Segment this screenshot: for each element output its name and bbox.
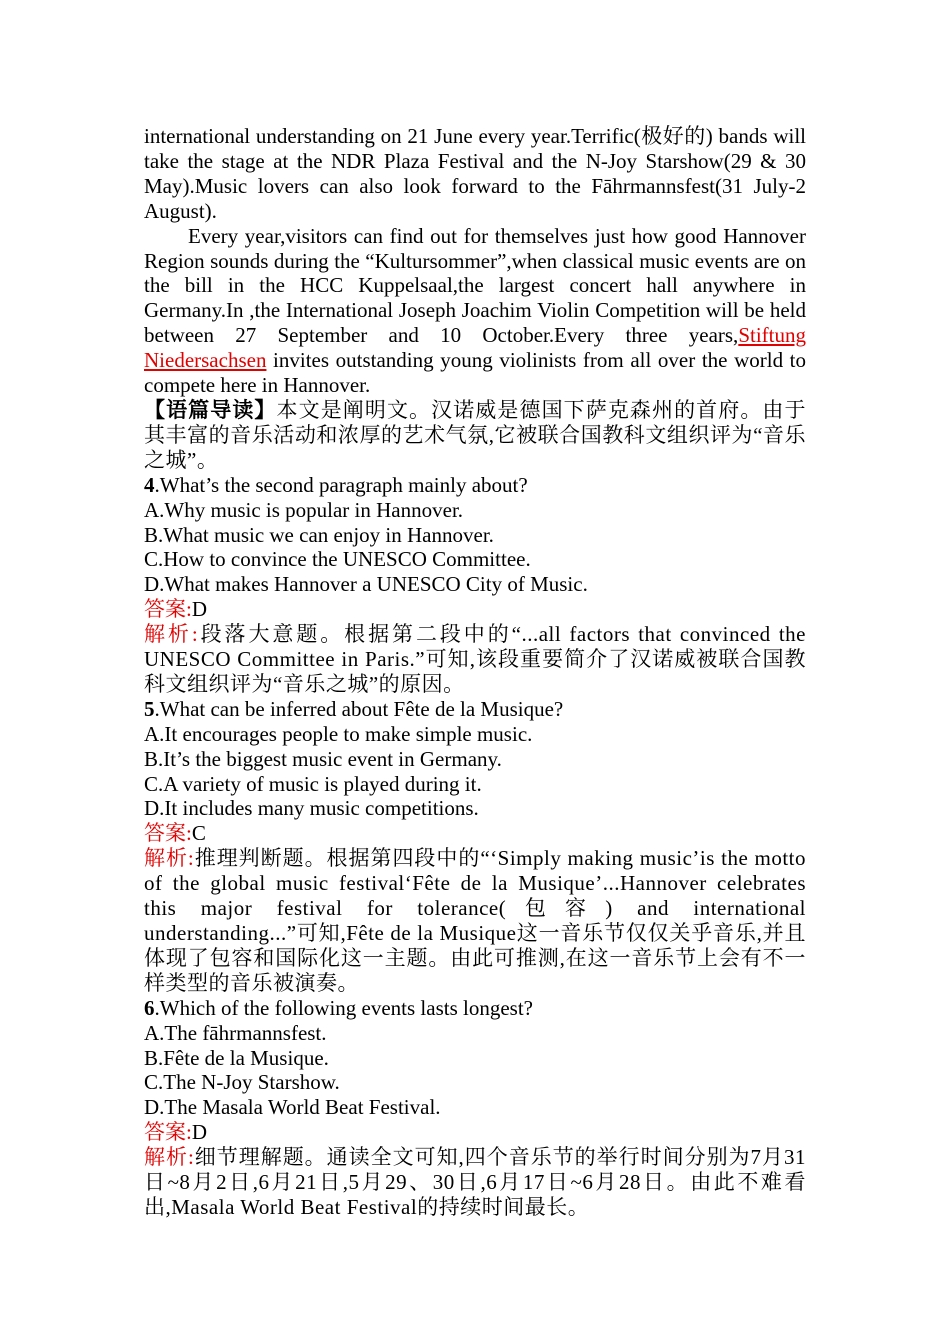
analysis-text: 细节理解题。通读全文可知,四个音乐节的举行时间分别为7月31日~8月2日,6月21日,5月29、30日,6月17日~6月28日。由此不难看出,Masala World Beat Festival的持续时间最长。 xyxy=(144,1145,806,1219)
reading-guide xyxy=(144,398,806,473)
answer-value: C xyxy=(191,821,206,846)
question-stem xyxy=(144,996,806,1021)
question-block xyxy=(144,697,806,996)
question-block xyxy=(144,996,806,1220)
analysis-label: 解析: xyxy=(144,846,195,871)
answer-label: 答案: xyxy=(144,597,192,622)
analysis-label: 解析: xyxy=(144,622,199,647)
question-number: 6 xyxy=(144,995,155,1020)
question-block xyxy=(144,473,806,697)
question-number: 4 xyxy=(144,472,155,497)
analysis-text: 段落大意题。根据第二段中的“...all factors that convinced the UNESCO Committee in Paris.”可知,该段重要简介了汉诺威被联合国教科文组织评为“音乐之城”的原因。 xyxy=(144,622,806,696)
paragraph-2-text-before: Every year,visitors can find out for themselves just how good Hannover Region sounds during the “Kultursommer”,when classical music events are on the bill in the HCC Kuppelsaal,the largest concert hall anywhere in Germany.In ,the International Joseph Joachim Violin Competition will be held between 27 September and 10 October.Every three years, xyxy=(144,223,806,348)
analysis-label: 解析: xyxy=(144,1145,195,1170)
question-text: .Which of the following events lasts longest? xyxy=(154,995,534,1020)
option-c: C.How to convince the UNESCO Committee. xyxy=(144,547,531,572)
option-c: C.A variety of music is played during it. xyxy=(144,771,482,796)
question-stem xyxy=(144,473,806,498)
stiftung-niedersachsen-link[interactable]: Stiftung Niedersachsen xyxy=(144,323,806,373)
option-a: A.It encourages people to make simple music. xyxy=(144,721,533,746)
answer-label: 答案: xyxy=(144,1120,192,1145)
reading-guide-label: 【语篇导读】 xyxy=(144,397,277,422)
analysis xyxy=(144,1145,806,1220)
question-number: 5 xyxy=(144,696,155,721)
answer-line xyxy=(144,1120,806,1145)
option-b: B.It’s the biggest music event in Germany. xyxy=(144,746,502,771)
answer-line xyxy=(144,821,806,846)
option-a: A.Why music is popular in Hannover. xyxy=(144,497,464,522)
answer-line xyxy=(144,597,806,622)
question-stem xyxy=(144,697,806,722)
analysis-text: 推理判断题。根据第四段中的“‘Simply making music’is the motto of the global music festival‘Fête de la Musique’...Hannover celebrates this major festival for tolerance(包容) and international understanding...”可知,Fête de la Musique这一音乐节仅仅关乎音乐,并且体现了包容和国际化这一主题。由此可推测,在这一音乐节上会有不一样类型的音乐被演奏。 xyxy=(144,846,806,995)
passage-paragraph-1: international understanding on 21 June every year.Terrific(极好的) bands will take the stage at the NDR Plaza Festival and the N-Joy Starshow(29 & 30 May).Music lovers can also look forward to the Fāhrmannsfest(31 July-2 August). xyxy=(144,124,806,223)
question-text: .What can be inferred about Fête de la Musique? xyxy=(154,696,564,721)
paragraph-2-text-after: invites outstanding young violinists from all over the world to compete here in Hannover. xyxy=(144,348,806,398)
answer-value: D xyxy=(191,597,208,622)
analysis xyxy=(144,622,806,697)
option-d: D.It includes many music competitions. xyxy=(144,796,479,821)
question-text: .What’s the second paragraph mainly about? xyxy=(154,472,528,497)
option-d: D.The Masala World Beat Festival. xyxy=(144,1095,441,1120)
answer-label: 答案: xyxy=(144,821,192,846)
option-a: A.The fāhrmannsfest. xyxy=(144,1020,327,1045)
option-d: D.What makes Hannover a UNESCO City of Music. xyxy=(144,572,588,597)
answer-value: D xyxy=(191,1120,208,1145)
passage-paragraph-2 xyxy=(144,224,806,398)
reading-guide-text: 本文是阐明文。汉诺威是德国下萨克森州的首府。由于其丰富的音乐活动和浓厚的艺术气氛,它被联合国教科文组织评为“音乐之城”。 xyxy=(144,397,807,472)
option-c: C.The N-Joy Starshow. xyxy=(144,1070,340,1095)
analysis xyxy=(144,846,806,995)
document-content xyxy=(144,124,806,1220)
option-b: B.What music we can enjoy in Hannover. xyxy=(144,522,494,547)
option-b: B.Fête de la Musique. xyxy=(144,1045,329,1070)
